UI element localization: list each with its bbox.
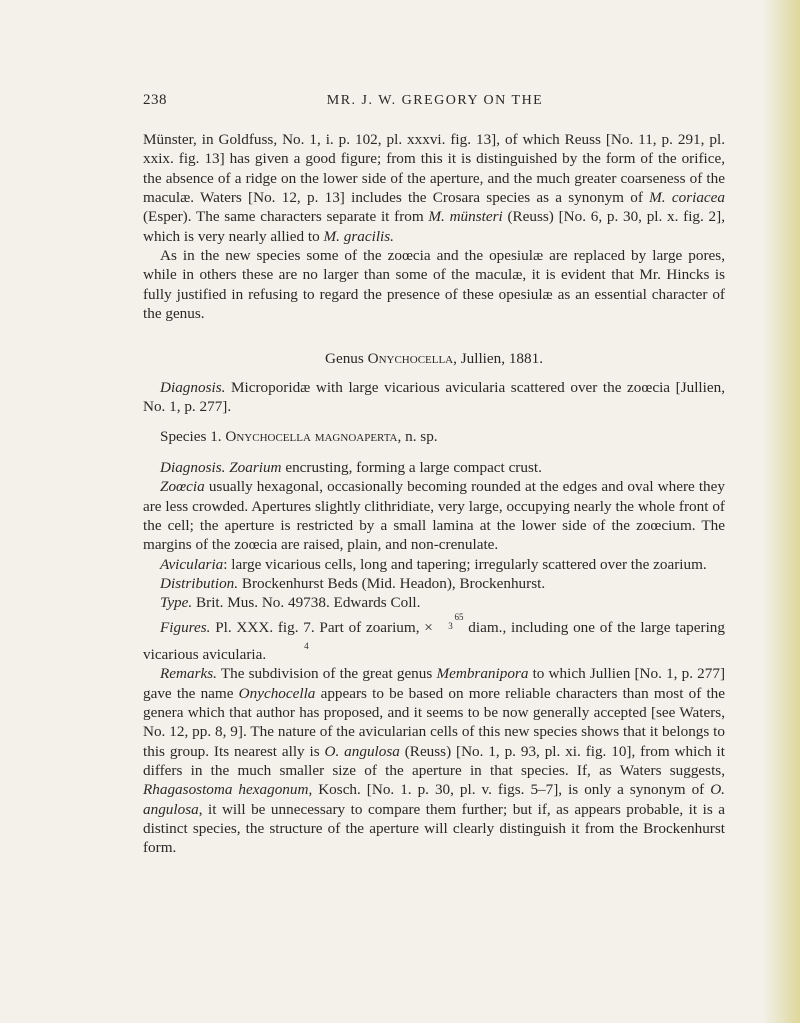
type-specimen: Type. Brit. Mus. No. 49738. Edwards Coll. bbox=[160, 594, 421, 612]
paragraph-continuation: Münster, in Goldfuss, No. 1, i. p. 102, pl. xxxvi. fig. 13], of which Reuss [No. 11, p. 291, pl. xxix. fig. 13] has given a good figure; from this it is distinguished by the form of the orifice, the absence of a ridge on the lower side of the aperture, and the much greater coarseness of the maculæ. Waters [No. 12, p. 13] includes the Crosara species as a synonym of M. coriacea (Esper). The same characters separate it from M. münsteri (Reuss) [No. 6, p. 30, pl. x. fig. 2], which is very nearly allied to M. gracilis. bbox=[143, 131, 725, 245]
species-diagnosis: Diagnosis. Zoarium encrusting, forming a large compact crust. bbox=[160, 458, 542, 476]
page-header bbox=[143, 92, 723, 109]
paragraph-opesiulae: As in the new species some of the zoœcia and the opesiulæ are replaced by large pores, while in others these are no larger than some of the maculæ, it is evident that Mr. Hincks is fully justified in refusing to regard the presence of these opesiulæ as an essential character of the genus. bbox=[143, 247, 725, 323]
page-number: 238 bbox=[143, 92, 167, 108]
genus-heading: Genus Onychocella, Jullien, 1881. bbox=[325, 350, 543, 368]
stray-superscript: 4 bbox=[304, 640, 309, 651]
body-text bbox=[143, 130, 725, 858]
remarks: Remarks. The subdivision of the great genus Membranipora to which Jullien [No. 1, p. 277] gave the name Onychocella appears to be based on more reliable characters than most of the genera which that author has proposed, and it seems to be now generally accepted [see Waters, No. 12, pp. 8, 9]. The nature of the avicularian cells of this new species shows that it belongs to this group. Its nearest ally is O. angulosa (Reuss) [No. 1, p. 93, pl. xi. fig. 10], from which it differs in the much smaller size of the aperture in that species. If, as Waters suggests, Rhagasostoma hexagonum, Kosch. [No. 1. p. 30, pl. v. figs. 5–7], is only a synonym of O. angulosa, it will be unnecessary to compare them further; but if, as appears probable, it is a distinct species, the structure of the aperture will clearly distinguish it from the Brockenhurst form. bbox=[143, 665, 726, 857]
distribution: Distribution. Brockenhurst Beds (Mid. Headon), Brockenhurst. bbox=[160, 574, 546, 592]
zooecia-description: Zoœcia usually hexagonal, occasionally becoming rounded at the edges and oval where they are less crowded. Apertures slightly clithridiate, very large, occupying nearly the whole front of the cell; the aperture is restricted by a small lamina at the lower side of the zoœcium. The margins of the zoœcia are raised, plain, and non-crenulate. bbox=[143, 478, 725, 554]
figures: Figures. Pl. XXX. fig. 7. Part of zoarium, × 65 3 diam., including one of the large tapering vicarious avicularia. $^4$ bbox=[143, 611, 725, 663]
genus-diagnosis: Diagnosis. Microporidæ with large vicarious avicularia scattered over the zoœcia [Jullien, No. 1, p. 277]. bbox=[143, 378, 725, 416]
species-heading: Species 1. Onychocella magnoaperta, n. sp. bbox=[160, 428, 438, 446]
running-head: MR. J. W. GREGORY ON THE bbox=[326, 93, 544, 108]
avicularia-description: Avicularia: large vicarious cells, long and tapering; irregularly scattered over the zoarium. bbox=[160, 555, 707, 573]
page-edge-shadow bbox=[762, 0, 800, 1023]
magnification-fraction: 65 3 bbox=[448, 611, 464, 631]
